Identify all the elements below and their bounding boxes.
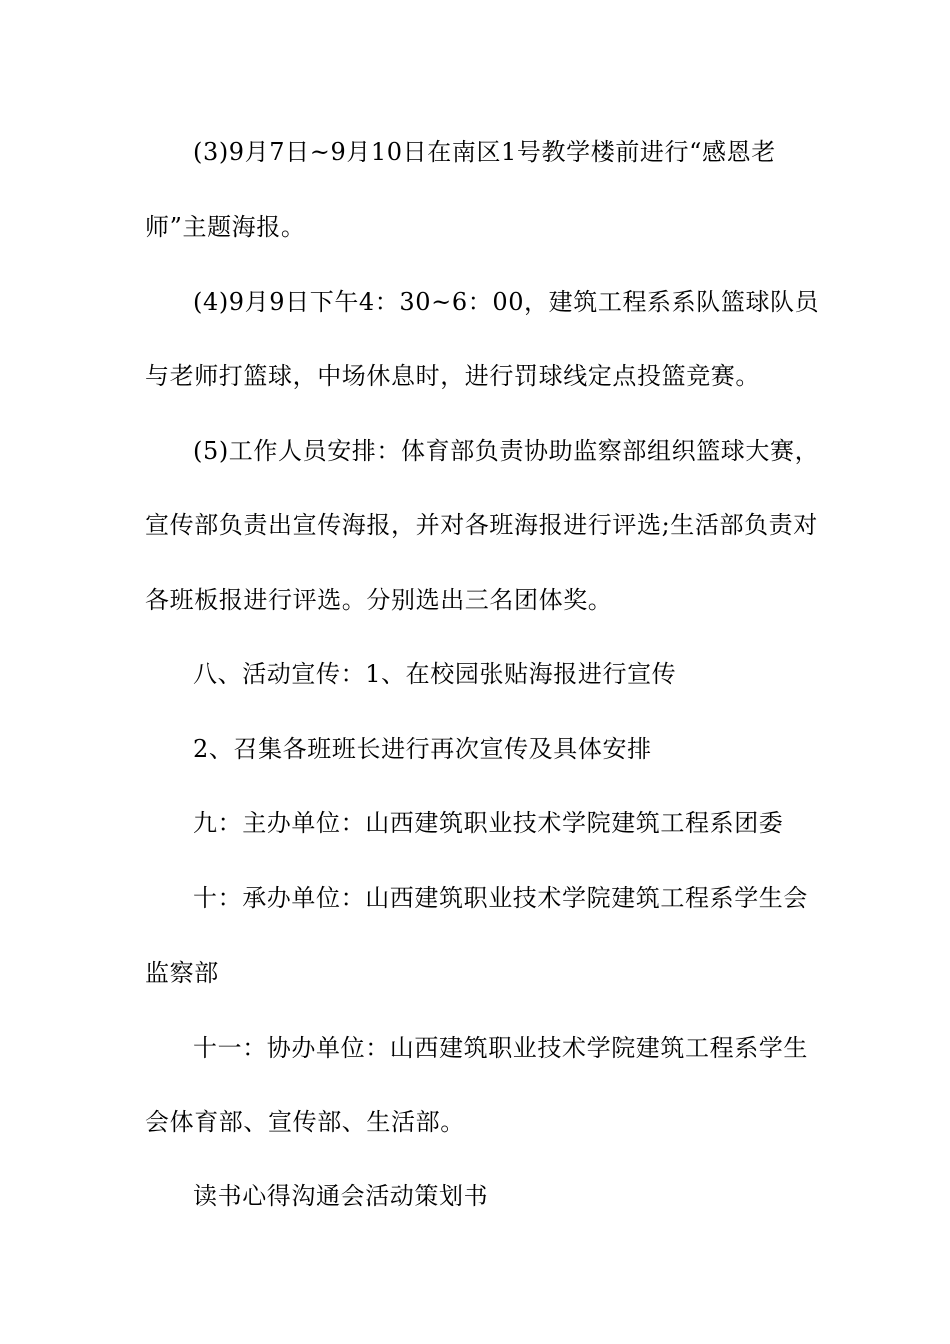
paragraph-line: 十：承办单位：山西建筑职业技术学院建筑工程系学生会 — [193, 884, 808, 912]
paragraph-line: 师”主题海报。 — [145, 213, 306, 241]
paragraph-line: (4)9月9日下午4：30~6：00，建筑工程系系队篮球队员 — [193, 288, 820, 316]
paragraph-line: (3)9月7日~9月10日在南区1号教学楼前进行“感恩老 — [193, 138, 776, 166]
paragraph-line: 与老师打篮球，中场休息时，进行罚球线定点投篮竞赛。 — [145, 362, 760, 390]
paragraph-line: 监察部 — [145, 959, 219, 987]
paragraph-line: 九：主办单位：山西建筑职业技术学院建筑工程系团委 — [193, 809, 784, 837]
section-heading: 读书心得沟通会活动策划书 — [193, 1182, 489, 1210]
paragraph-line: (5)工作人员安排：体育部负责协助监察部组织篮球大赛， — [193, 437, 820, 465]
paragraph-line: 会体育部、宣传部、生活部。 — [145, 1108, 465, 1136]
paragraph-line: 宣传部负责出宣传海报，并对各班海报进行评选;生活部负责对 — [145, 511, 818, 539]
paragraph-line: 各班板报进行评选。分别选出三名团体奖。 — [145, 586, 613, 614]
paragraph-line: 八、活动宣传：1、在校园张贴海报进行宣传 — [193, 660, 677, 688]
paragraph-line: 2、召集各班班长进行再次宣传及具体安排 — [193, 735, 652, 763]
paragraph-line: 十一：协办单位：山西建筑职业技术学院建筑工程系学生 — [193, 1034, 808, 1062]
